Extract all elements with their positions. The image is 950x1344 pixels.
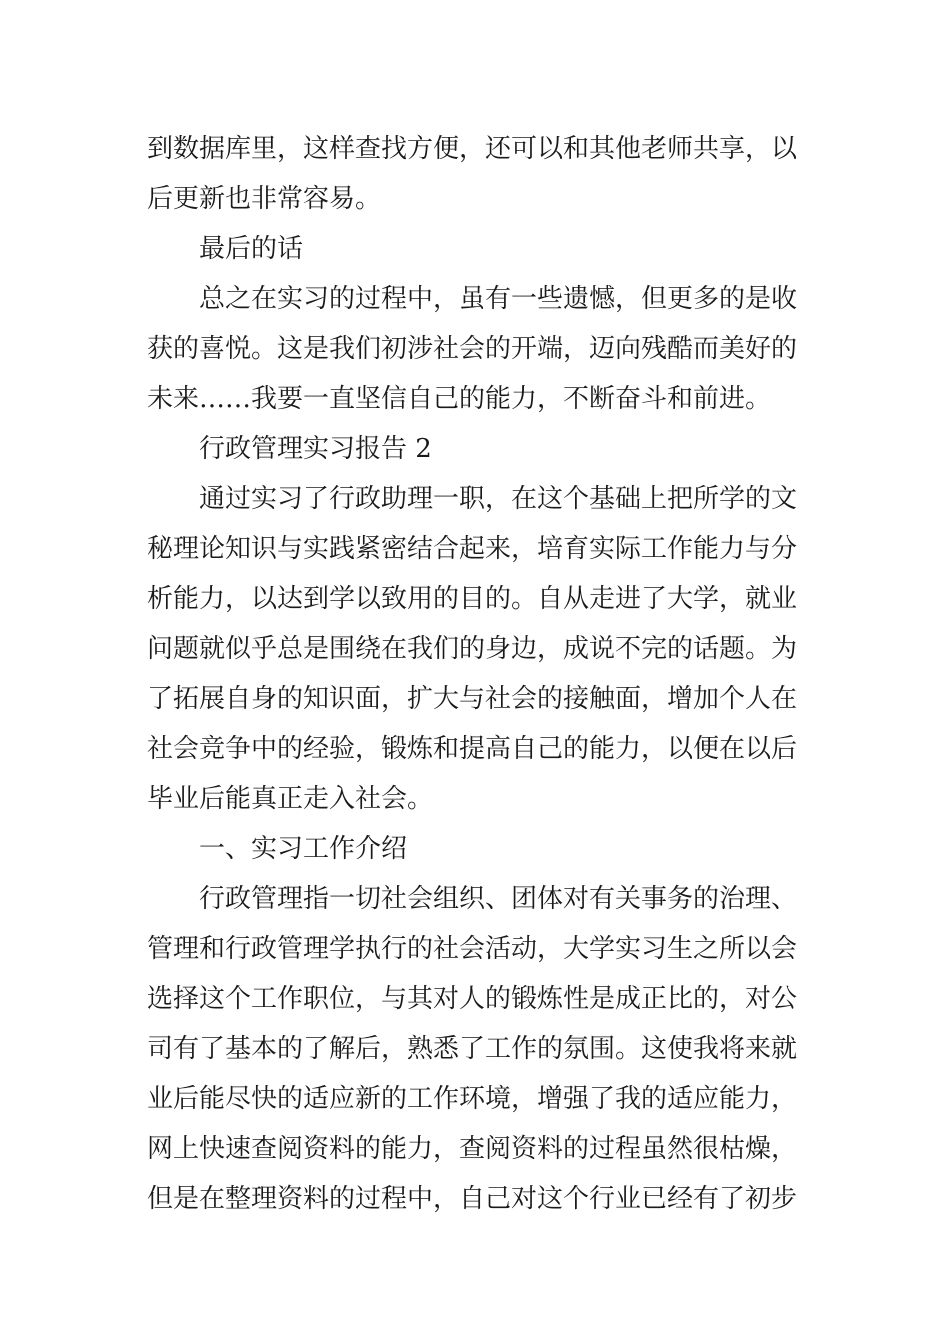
text-line: 秘理论知识与实践紧密结合起来，培育实际工作能力与分 [147,534,798,564]
text-line: 司有了基本的了解后，熟悉了工作的氛围。这使我将来就 [147,1034,798,1064]
text-line: 析能力，以达到学以致用的目的。自从走进了大学，就业 [147,584,798,614]
text-line: 通过实习了行政助理一职，在这个基础上把所学的文 [199,484,798,514]
text-line: 网上快速查阅资料的能力，查阅资料的过程虽然很枯燥， [147,1134,798,1164]
section-heading: 最后的话 [199,234,304,264]
text-line: 毕业后能真正走入社会。 [147,784,434,814]
text-line: 未来……我要一直坚信自己的能力，不断奋斗和前进。 [147,384,772,414]
document-body [147,124,807,1224]
section-heading: 一、实习工作介绍 [199,834,408,864]
text-line: 业后能尽快的适应新的工作环境，增强了我的适应能力， [147,1084,798,1114]
text-line: 问题就似乎总是围绕在我们的身边，成说不完的话题。为 [147,634,798,664]
text-line: 获的喜悦。这是我们初涉社会的开端，迈向残酷而美好的 [147,334,798,364]
text-line: 了拓展自身的知识面，扩大与社会的接触面，增加个人在 [147,684,798,714]
text-line: 社会竞争中的经验，锻炼和提高自己的能力，以便在以后 [147,734,798,764]
text-line: 后更新也非常容易。 [147,184,382,214]
text-line: 行政管理指一切社会组织、团体对有关事务的治理、 [199,884,798,914]
text-line: 但是在整理资料的过程中，自己对这个行业已经有了初步 [147,1184,798,1214]
report-title: 行政管理实习报告 2 [199,434,432,464]
text-line: 选择这个工作职位，与其对人的锻炼性是成正比的，对公 [147,984,798,1014]
text-line: 到数据库里，这样查找方便，还可以和其他老师共享，以 [147,134,798,164]
text-line: 管理和行政管理学执行的社会活动，大学实习生之所以会 [147,934,798,964]
text-line: 总之在实习的过程中，虽有一些遗憾，但更多的是收 [199,284,798,314]
